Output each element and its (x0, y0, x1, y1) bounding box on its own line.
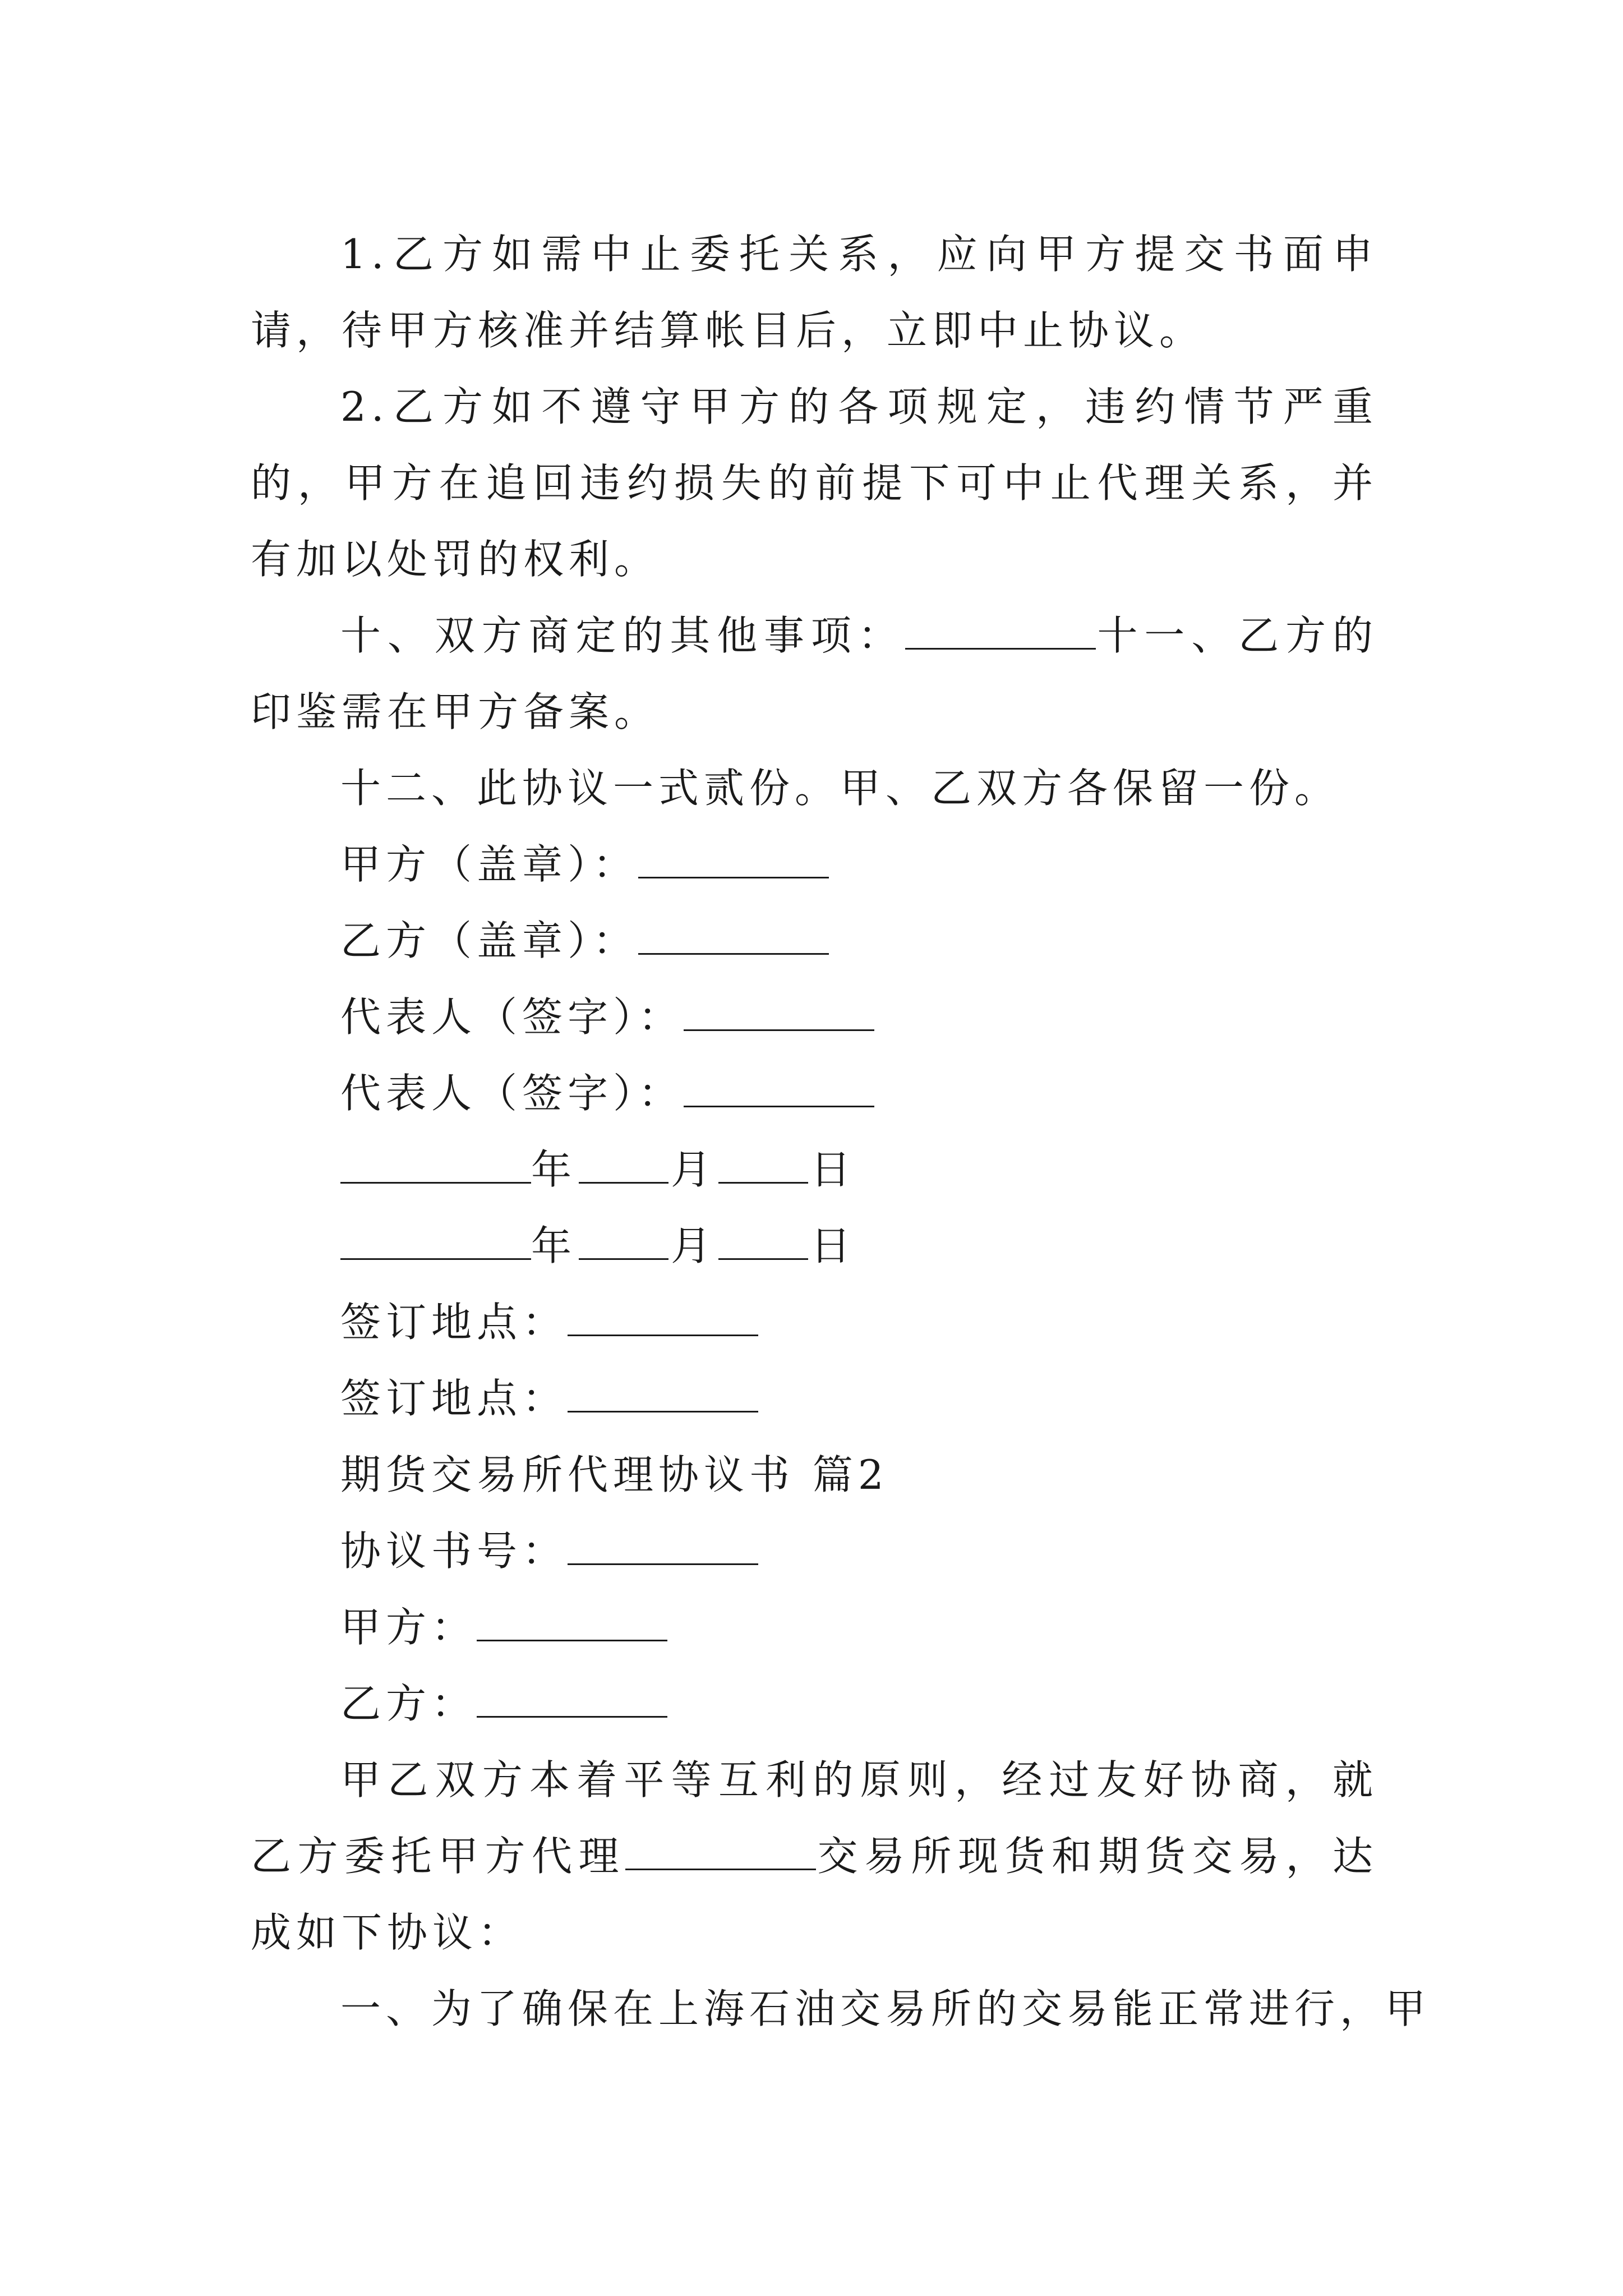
signing-place-row-2 (251, 1360, 1378, 1437)
clause-label: 十、双方商定的其他事项： (340, 612, 905, 659)
day-label: 日 (810, 1222, 856, 1269)
party-a-blank[interactable] (477, 1607, 667, 1641)
clause-breach-penalty (251, 369, 1378, 597)
clause-text: 十一、乙方的印鉴需在甲方备案。 (251, 612, 1378, 735)
date-row-1 (251, 1131, 1378, 1208)
day-blank[interactable] (718, 1226, 808, 1260)
clause-text: 2.乙方如不遵守甲方的各项规定，违约情节严重的，甲方在追回违约损失的前提下可中止代理关系，并有加以处罚的权利。 (251, 383, 1378, 583)
document-body (251, 216, 1431, 2047)
contract-number-blank[interactable] (568, 1531, 758, 1565)
field-label: 签订地点： (340, 1299, 568, 1346)
intro-text: 交易所现货和期货交易，达成如下协议： (251, 1833, 1378, 1956)
clause-text: 1.乙方如需中止委托关系，应向甲方提交书面申请，待甲方核准并结算帐目后，立即中止协议。 (251, 231, 1378, 354)
field-label: 签订地点： (340, 1375, 568, 1422)
field-label: 甲方（盖章）： (340, 841, 639, 888)
party-a-seal-blank[interactable] (638, 844, 829, 878)
month-blank[interactable] (579, 1149, 668, 1184)
clause-text: 一、为了确保在上海石油交易所的交易能正常进行，甲 (340, 1985, 1431, 2032)
intro-text: 甲乙双方本着平等互利的原则，经过友好协商，就乙方委托甲方代理 (251, 1756, 1378, 1880)
party-a-seal-row (251, 826, 1378, 903)
section-title-text: 期货交易所代理协议书 篇2 (340, 1451, 889, 1498)
clause-other-matters (251, 597, 1378, 750)
party-b-seal-row (251, 903, 1378, 979)
field-label: 代表人（签字）： (340, 993, 684, 1041)
signing-place-blank-2[interactable] (568, 1378, 758, 1412)
representative-sign-blank-2[interactable] (684, 1073, 874, 1107)
field-label: 协议书号： (340, 1527, 568, 1575)
date-row-2 (251, 1208, 1378, 1284)
year-blank[interactable] (340, 1149, 531, 1184)
party-b-row (251, 1665, 1378, 1742)
other-matters-blank[interactable] (905, 615, 1096, 650)
field-label: 代表人（签字）： (340, 1070, 684, 1117)
month-blank[interactable] (579, 1226, 668, 1260)
intro-paragraph (251, 1742, 1378, 1971)
section-title (251, 1437, 1378, 1513)
representative-sign-row-2 (251, 1055, 1378, 1131)
month-label: 月 (671, 1146, 717, 1193)
signing-place-row-1 (251, 1284, 1378, 1360)
party-b-blank[interactable] (477, 1683, 667, 1718)
day-blank[interactable] (718, 1149, 808, 1184)
year-label: 年 (531, 1222, 577, 1269)
party-a-row (251, 1589, 1378, 1665)
contract-number-row (251, 1513, 1378, 1589)
year-blank[interactable] (340, 1226, 531, 1260)
field-label: 乙方（盖章）： (340, 917, 639, 964)
exchange-name-blank[interactable] (625, 1836, 816, 1870)
field-label: 甲方： (340, 1604, 477, 1651)
month-label: 月 (671, 1222, 717, 1269)
representative-sign-row-1 (251, 979, 1378, 1055)
field-label: 乙方： (340, 1680, 477, 1727)
clause-item-1 (251, 1971, 1431, 2047)
party-b-seal-blank[interactable] (638, 921, 829, 955)
year-label: 年 (531, 1146, 577, 1193)
signing-place-blank-1[interactable] (568, 1302, 758, 1336)
representative-sign-blank-1[interactable] (684, 997, 874, 1031)
clause-termination-request (251, 216, 1378, 369)
day-label: 日 (810, 1146, 856, 1193)
clause-copies (251, 750, 1378, 826)
clause-text: 十二、此协议一式贰份。甲、乙双方各保留一份。 (340, 765, 1340, 812)
